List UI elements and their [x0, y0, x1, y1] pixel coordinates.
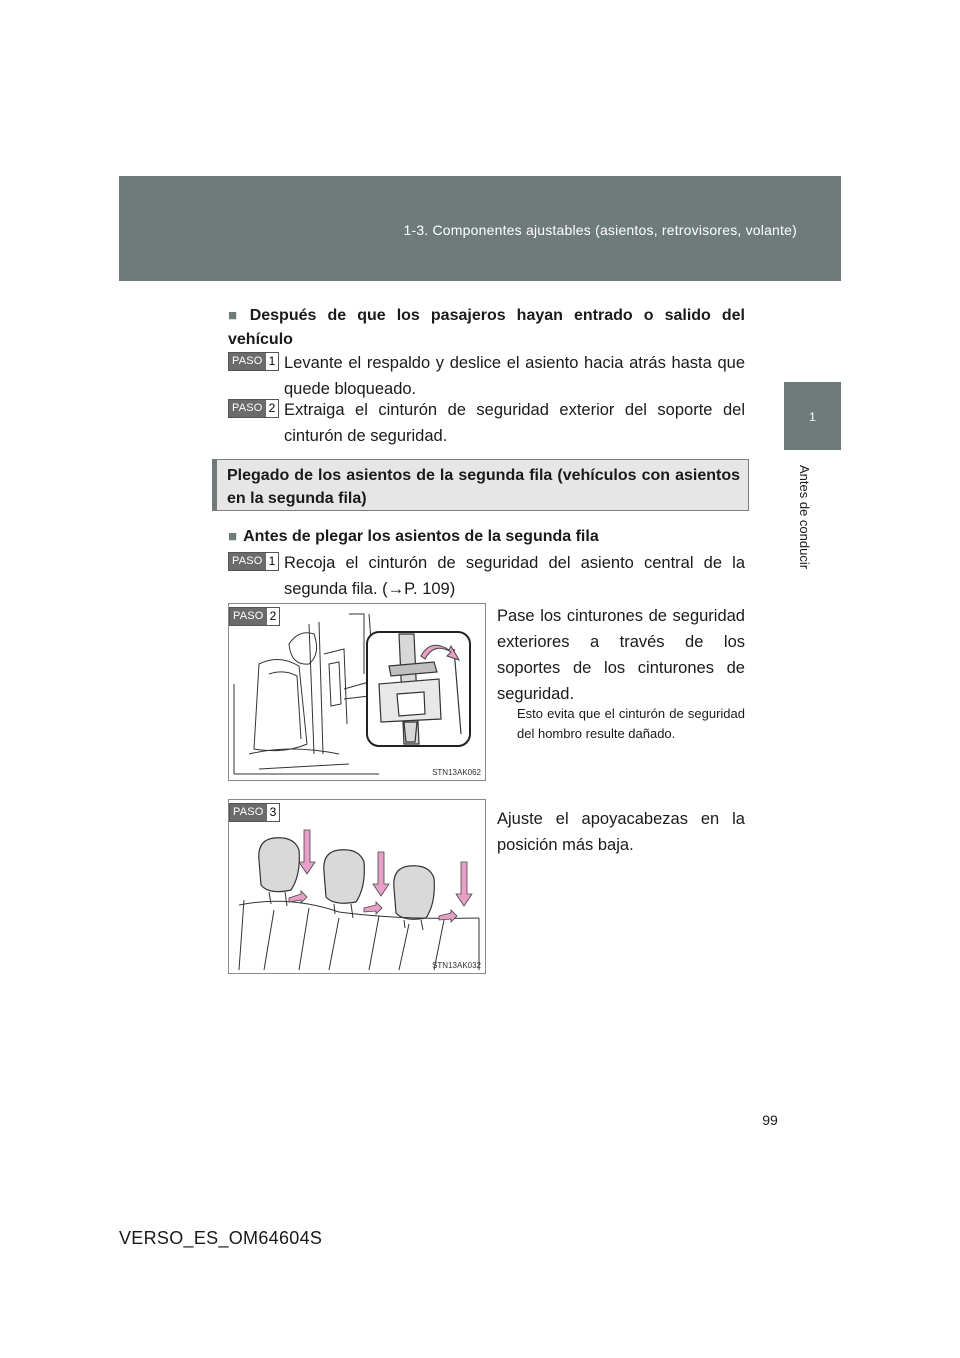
- step-1-row: [228, 550, 745, 602]
- step-badge: PASO 3: [229, 803, 280, 822]
- seatbelt-illustration: [229, 604, 485, 780]
- figure-headrest: [228, 799, 486, 974]
- chapter-tab: [784, 382, 841, 450]
- header-band: [119, 176, 841, 281]
- step-badge: PASO 1: [228, 552, 279, 571]
- step-2-note: Esto evita que el cinturón de seguridad del hombro resulte dañado.: [517, 706, 745, 741]
- step-badge: PASO 2: [229, 607, 280, 626]
- subheading-after-passengers: ■ Después de que los pasajeros hayan entrado o salido del vehículo: [228, 307, 745, 348]
- page-number: 99: [762, 1112, 778, 1128]
- chapter-number: 1: [809, 410, 816, 424]
- subheading-before-folding: ■ Antes de plegar los asientos de la segunda fila: [228, 528, 599, 545]
- step-1-row: [228, 350, 745, 402]
- step-badge: PASO 1: [228, 352, 279, 371]
- figure-code: STN13AK062: [432, 768, 481, 777]
- step-2-text: Pase los cinturones de seguridad exteriores a través de los soportes de los cinturones de seguridad.: [497, 607, 745, 703]
- step-badge: PASO 2: [228, 399, 279, 418]
- section-breadcrumb: 1-3. Componentes ajustables (asientos, retrovisores, volante): [403, 222, 797, 238]
- headrest-illustration: [229, 800, 485, 973]
- chapter-label: Antes de conducir: [797, 465, 812, 570]
- step-text: Recoja el cinturón de seguridad del asiento central de la segunda fila. (→P. 109): [284, 554, 745, 598]
- step-3-text: Ajuste el apoyacabezas en la posición más baja.: [497, 810, 745, 854]
- step-2-row: [228, 397, 745, 449]
- step-text: Extraiga el cinturón de seguridad exterior del soporte del cinturón de seguridad.: [284, 401, 745, 445]
- figure-code: STN13AK032: [432, 961, 481, 970]
- section-heading: Plegado de los asientos de la segunda fila (vehículos con asientos en la segunda fila): [212, 459, 749, 511]
- document-code: VERSO_ES_OM64604S: [119, 1228, 323, 1248]
- square-bullet-icon: ■: [228, 307, 244, 324]
- square-bullet-icon: ■: [228, 528, 238, 545]
- figure-seatbelt-holder: [228, 603, 486, 781]
- step-text: Levante el respaldo y deslice el asiento hacia atrás hasta que quede bloqueado.: [284, 354, 745, 398]
